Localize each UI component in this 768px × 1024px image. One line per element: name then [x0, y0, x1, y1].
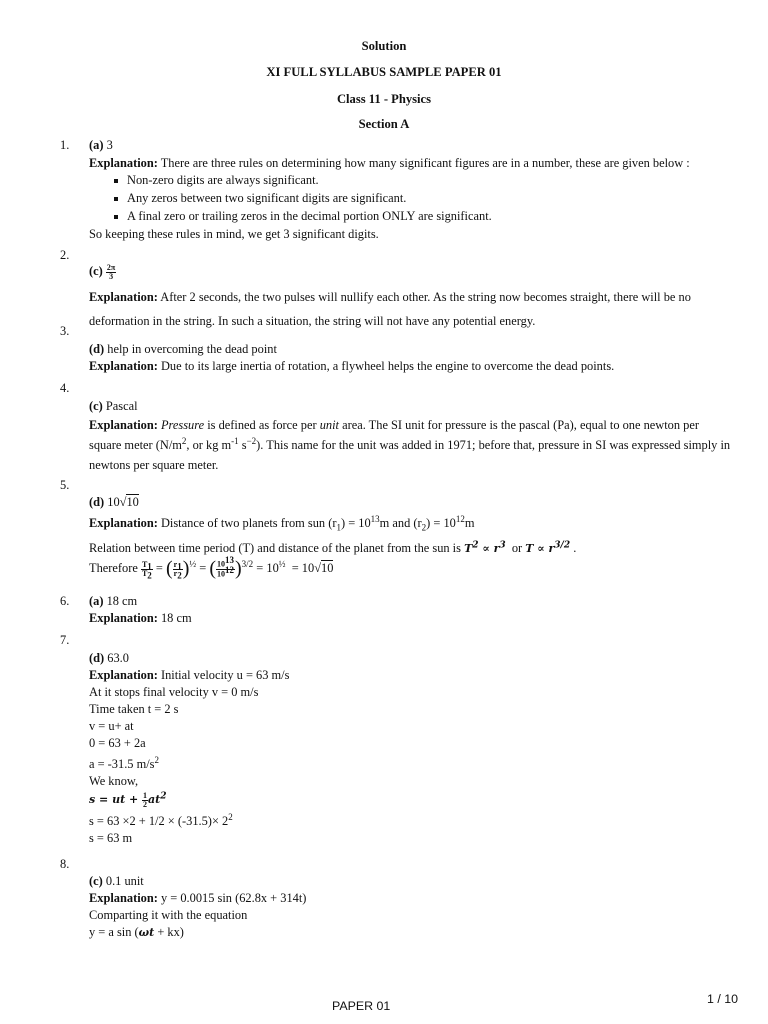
superscript: -1: [231, 435, 239, 446]
explanation: Explanation: Distance of two planets from sun $(r_1) = 10^{13}m$ and $(r_2) = 10^{12}m$: [89, 513, 475, 533]
answer-option: (d): [89, 651, 105, 665]
answer-line: [89, 137, 729, 154]
explanation-text: Due to its large inertia of rotation, a flywheel helps the engine to overcome the dead points.: [160, 359, 615, 373]
explanation-text: area. The SI unit for pressure is the pascal (Pa), equal to one newton per square meter (N/m: [89, 418, 699, 452]
therefore-line: Therefore $\frac{T_1}{T_2}$ = ( $\frac{r_1}{r_2}$ )$^{\frac{1}{2}}$ = ( $\frac{10^{13}}{10^{12}}$ )$^{3/2} = 10^{\frac{1}{2}} = 10√10$: [89, 555, 334, 581]
working-line: At it stops final velocity v = 0 m/s: [89, 685, 259, 699]
formula-kepler: $T^2 \propto r^3$: [464, 540, 506, 555]
explanation-label: Explanation:: [89, 289, 158, 304]
explanation-text: Initial velocity u = 63 m/s: [160, 668, 290, 682]
explanation-text: There are three rules on determining how many significant figures are in a number, these are given below :: [160, 156, 690, 170]
ratio-fraction: $\frac{r_1}{r_2}$: [173, 559, 182, 581]
explanation-label: Explanation:: [89, 668, 158, 682]
ratio-fraction: $\frac{10^{13}}{10^{12}}$: [217, 555, 234, 579]
answer-option: (c): [89, 874, 103, 888]
paper-title: XI FULL SYLLABUS SAMPLE PAPER 01: [266, 65, 502, 79]
answer-option: (d): [89, 342, 105, 356]
explanation-label: Explanation:: [89, 359, 158, 373]
page-number: 1 / 10: [707, 992, 739, 1006]
class-title: Class 11 - Physics: [336, 92, 432, 106]
comparison-text: Comparting it with the equation: [89, 908, 248, 922]
answer-option: (c): [89, 399, 103, 413]
answer-option: (c): [89, 264, 103, 278]
square-root: √10: [314, 561, 334, 575]
rules-list: [89, 172, 729, 225]
therefore-label: Therefore: [89, 561, 138, 575]
answer-option: (d): [89, 495, 105, 509]
calc-text: s = 63 ×2 + 1/2 × (-31.5)× 2: [89, 813, 229, 828]
term-unit: unit: [319, 418, 339, 432]
acceleration-line: [89, 756, 729, 773]
explanation: [89, 358, 729, 375]
relation-text: Relation between time period (T) and distance of the planet from the sun is: [89, 541, 461, 555]
answer-text: 18 cm: [106, 594, 138, 608]
explanation-label: Explanation:: [89, 891, 158, 905]
term-pressure: Pressure: [160, 418, 205, 432]
ratio-fraction: $\frac{T_1}{T_2}$: [141, 559, 152, 581]
explanation-label: Explanation:: [89, 516, 158, 530]
working-line: Time taken t = 2 s: [89, 702, 179, 716]
list-item: A final zero or trailing zeros in the decimal portion ONLY are significant.: [89, 208, 729, 225]
explanation: [89, 155, 729, 172]
explanation-text: ). This name for the unit was added in 1971; before that, pressure in SI was expressed simply in newtons per square meter.: [89, 438, 731, 472]
explanation-text: 18 cm: [160, 611, 192, 625]
displacement-result: s = 63 m: [89, 830, 133, 845]
question-number: 4.: [60, 381, 70, 395]
formula-kepler-alt: $T \propto r^{3/2}$: [525, 540, 571, 555]
answer-line: [89, 494, 729, 511]
we-know-text: We know,: [89, 774, 139, 788]
answer-text: Pascal: [105, 399, 138, 413]
question-number: 5.: [60, 478, 70, 492]
explanation-label: Explanation:: [89, 156, 158, 170]
conclusion-text: So keeping these rules in mind, we get 3 significant digits.: [89, 227, 379, 241]
explanation: [89, 415, 734, 475]
question-number: 8.: [60, 857, 70, 871]
answer-line: [89, 263, 729, 281]
answer-line: [89, 650, 729, 667]
question-number: 2.: [60, 248, 70, 262]
explanation-text: After 2 seconds, the two pulses will nullify each other. As the string now becomes straight, there will be no deformation in the string. In such a situation, the string will not have any potential energy.: [89, 289, 691, 328]
explanation: [89, 285, 729, 333]
answer-line: [89, 398, 729, 415]
answer-line: [89, 341, 729, 358]
answer-line: [89, 593, 729, 610]
superscript: 2: [228, 811, 233, 822]
answer-text: help in overcoming the dead point: [107, 342, 277, 356]
superscript: −2: [246, 435, 257, 446]
answer-text: 10: [107, 495, 120, 509]
working-line: v = u+ at: [89, 719, 134, 733]
answer-option: (a): [89, 138, 104, 152]
question-number: 6.: [60, 594, 70, 608]
explanation-text: y = 0.0015 sin (62.8x + 314t): [160, 891, 307, 905]
explanation-text: is defined as force per: [204, 418, 320, 432]
working-line: 0 = 63 + 2a: [89, 736, 146, 750]
question-number: 7.: [60, 633, 70, 647]
explanation: [89, 890, 729, 907]
wave-equation: [89, 924, 729, 941]
answer-fraction: [106, 264, 116, 281]
explanation-text: Distance of two planets from sun (r: [160, 516, 337, 530]
answer-text: 0.1 unit: [105, 874, 144, 888]
square-root: √10: [119, 495, 139, 509]
explanation: [89, 610, 729, 627]
superscript: 2: [181, 435, 187, 446]
superscript: 2: [154, 754, 159, 765]
answer-text: 63.0: [107, 651, 129, 665]
explanation-label: Explanation:: [89, 418, 158, 432]
explanation-text: , or kg m: [186, 438, 232, 452]
equation-part: ωt: [138, 926, 155, 939]
solution-title: Solution: [361, 39, 407, 53]
displacement-calc: [89, 813, 729, 830]
answer-line: [89, 873, 729, 890]
list-item: Non-zero digits are always significant.: [89, 172, 729, 189]
explanation: [89, 667, 729, 684]
question-number: 1.: [60, 138, 70, 152]
list-item: Any zeros between two significant digits are significant.: [89, 190, 729, 207]
answer-option: (a): [89, 594, 104, 608]
explanation-label: Explanation:: [89, 611, 158, 625]
equation-part: y = a sin (: [89, 925, 139, 939]
formula-displacement: s = ut + $\frac{1}{2}$ $at^2$: [89, 790, 167, 809]
acceleration-text: a = -31.5 m/s: [89, 757, 155, 771]
equation-part: + kx): [154, 925, 184, 939]
fraction-denominator: 3: [109, 271, 114, 281]
radicand: 10: [126, 495, 139, 509]
relation-line: Relation between time period (T) and distance of the planet from the sun is $T^2 \propto r^3$ or $T \propto r^{3/2}$ .: [89, 540, 577, 555]
footer-paper-label: PAPER 01: [332, 999, 391, 1013]
section-title: Section A: [358, 117, 410, 131]
radicand: 10: [321, 561, 334, 575]
fraction-numerator: 2π: [106, 262, 116, 272]
question-number: 3.: [60, 324, 70, 338]
explanation-text: s: [238, 438, 247, 452]
answer-text: 3: [106, 138, 113, 152]
